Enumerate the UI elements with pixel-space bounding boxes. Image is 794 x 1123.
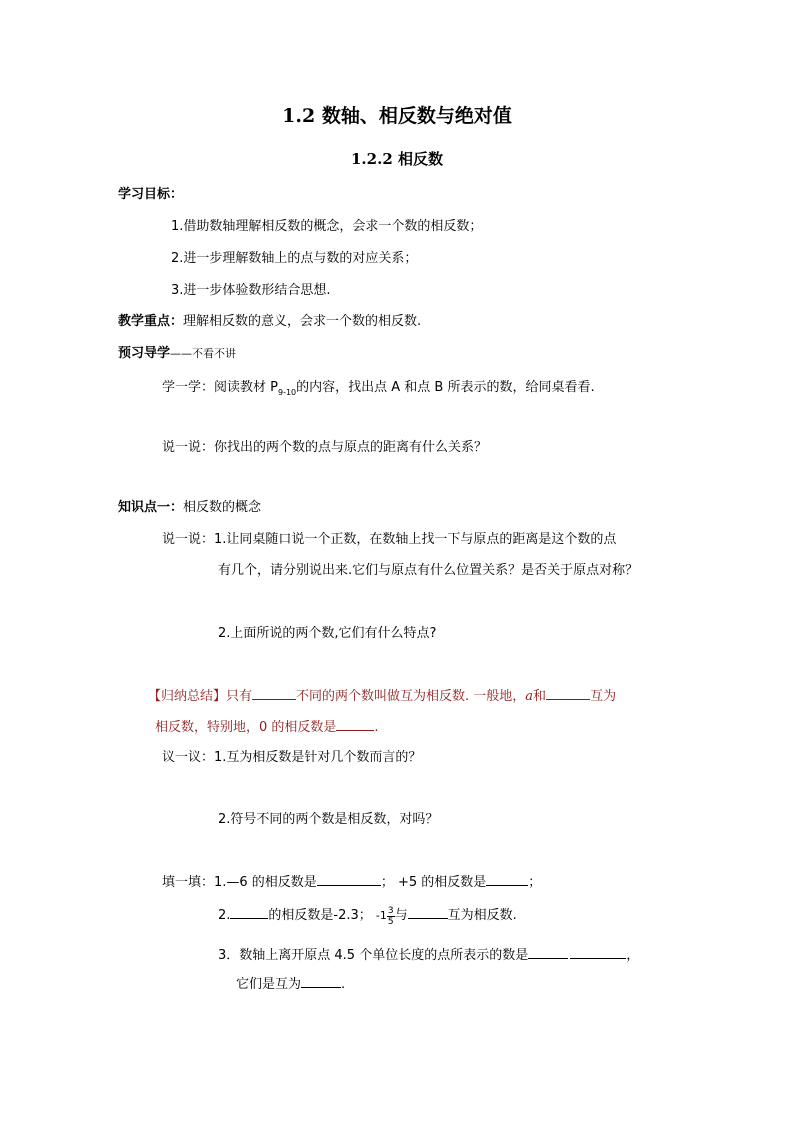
goal-item-1: 1.借助数轴理解相反数的概念，会求一个数的相反数；: [171, 219, 483, 234]
knowledge-text: 相反数的概念: [183, 500, 262, 515]
summary-part3: 和: [533, 689, 547, 704]
fill-q1-b: ； +5 的相反数是: [380, 875, 487, 890]
fill-q3-blank-1[interactable]: [528, 947, 568, 959]
fill-q1-c: ；: [528, 875, 542, 890]
key-point-label: 教学重点：: [118, 314, 184, 329]
summary-line2: [155, 719, 379, 736]
fraction-denominator: 5: [387, 916, 394, 927]
goal-item-2: 2.进一步理解数轴上的点与数的对应关系；: [171, 251, 418, 266]
fill-q3-blank-2[interactable]: [570, 947, 626, 959]
summary-part1: 【归纳总结】只有: [148, 689, 253, 704]
fill-q2-d: 互为相反数.: [447, 908, 517, 923]
discuss-q2: 2.符号不同的两个数是相反数，对吗？: [218, 812, 439, 827]
summary-blank-2[interactable]: [546, 688, 590, 700]
fill-q3-b: ，: [626, 948, 640, 963]
learn-line: [162, 380, 595, 397]
mixed-fraction: [375, 905, 395, 927]
say-line: 说一说：你找出的两个数的点与原点的距离有什么关系？: [162, 440, 488, 455]
learn-page-range: 9-10: [277, 388, 297, 397]
preview-suffix: ——不看不讲: [170, 347, 237, 360]
fill-q2-blank-2[interactable]: [408, 907, 448, 919]
fraction-numerator: 3: [387, 905, 394, 916]
summary-line2a: 相反数，特别地，0 的相反数是: [155, 720, 337, 735]
summary-line2b: .: [374, 720, 379, 735]
summary-blank-1[interactable]: [252, 688, 296, 700]
page-title: 1.2 数轴、相反数与绝对值: [282, 105, 512, 127]
knowledge-label: 知识点一：: [118, 500, 184, 515]
fill-q3-a: 3．数轴上离开原点 4.5 个单位长度的点所表示的数是: [218, 948, 529, 963]
fill-q3-line2-text: 它们是互为: [236, 977, 302, 992]
key-point-text: 理解相反数的意义，会求一个数的相反数.: [183, 314, 422, 329]
learn-text-b: 的内容，找出点 A 和点 B 所表示的数，给同桌看看.: [296, 380, 595, 395]
section-subtitle: 1.2.2 相反数: [351, 150, 443, 168]
knowledge-heading: [118, 500, 261, 516]
fill-q2-b: 的相反数是-2.3；: [268, 908, 372, 923]
fill-q1: [162, 874, 541, 891]
say2-line: 2.上面所说的两个数,它们有什么特点?: [218, 626, 437, 641]
fill-q2-blank-1[interactable]: [230, 907, 268, 919]
preview-heading: [118, 346, 236, 362]
summary-part2: 不同的两个数叫做互为相反数. 一般地，: [296, 689, 526, 704]
key-point: [118, 314, 421, 330]
summary-part4: 互为: [590, 689, 617, 704]
fill-q2-num: 2.: [218, 908, 231, 923]
say1-line1: 说一说：1.让同桌随口说一个正数，在数轴上找一下与原点的距离是这个数的点: [162, 532, 617, 547]
fraction: [387, 906, 395, 927]
fill-q1-label: 填一填：1.: [162, 875, 227, 890]
fill-q3: [218, 947, 639, 964]
fraction-whole: -1: [375, 909, 387, 922]
fill-q3-blank-3[interactable]: [301, 976, 341, 988]
summary-blank-3[interactable]: [336, 719, 374, 731]
say1-line2: 有几个，请分别说出来.它们与原点有什么位置关系？是否关于原点对称？: [218, 563, 639, 578]
discuss-q1: 议一议：1.互为相反数是针对几个数而言的？: [162, 750, 422, 765]
fill-q1-a: —6 的相反数是: [226, 875, 317, 890]
summary-var-a: a: [525, 689, 534, 704]
fill-q1-blank-1[interactable]: [317, 874, 381, 886]
summary-line1: [148, 688, 616, 705]
fill-q3-line2: [236, 976, 345, 993]
goals-heading: 学习目标：: [118, 187, 184, 202]
preview-label: 预习导学: [118, 346, 171, 361]
fill-q2: [218, 902, 517, 930]
learn-text-a: 学一学：阅读教材 P: [162, 380, 278, 395]
fill-q2-c: 与: [394, 908, 408, 923]
goal-item-3: 3.进一步体验数形结合思想.: [171, 283, 331, 298]
fill-q3-line2-end: .: [341, 977, 346, 992]
fill-q1-blank-2[interactable]: [486, 874, 528, 886]
